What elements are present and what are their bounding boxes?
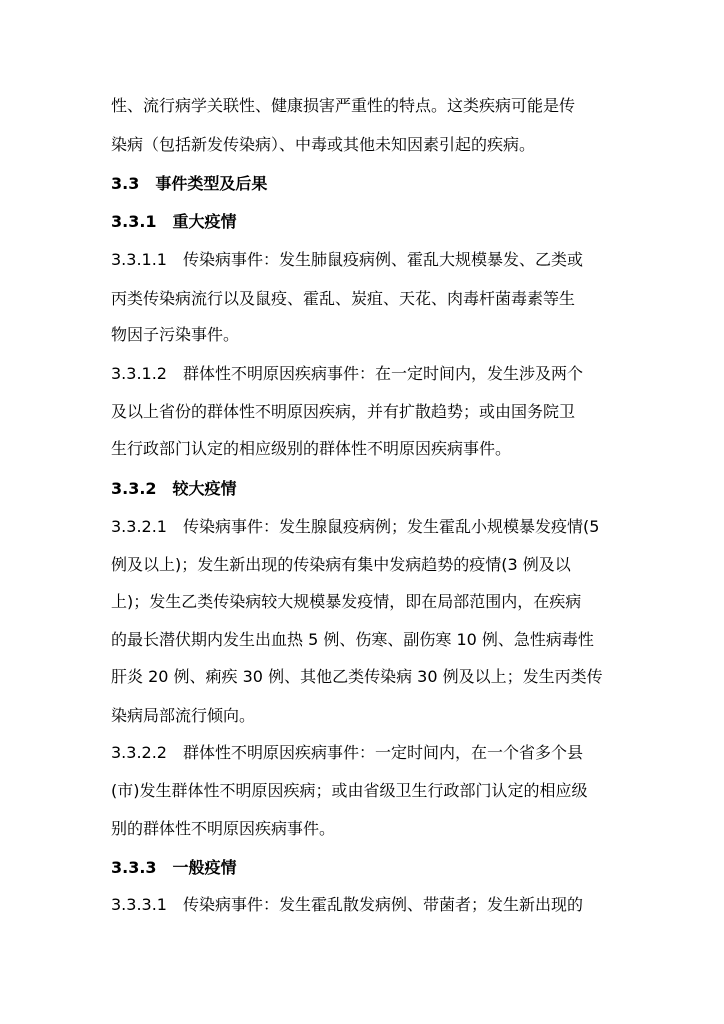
body-text-line: 生行政部门认定的相应级别的群体性不明原因疾病事件。	[111, 439, 512, 458]
body-text-line: 丙类传染病流行以及鼠疫、霍乱、炭疽、天花、肉毒杆菌毒素等生	[111, 289, 576, 308]
body-text-line: 例及以上)；发生新出现的传染病有集中发病趋势的疫情(3 例及以	[111, 555, 571, 574]
body-text-line: 3.3.2.1 传染病事件：发生腺鼠疫病例；发生霍乱小规模暴发疫情(5	[111, 517, 600, 536]
body-text-line: (市)发生群体性不明原因疾病；或由省级卫生行政部门认定的相应级	[111, 781, 588, 800]
body-text-line: 染病（包括新发传染病）、中毒或其他未知因素引起的疾病。	[111, 135, 536, 154]
body-text-line: 3.3.1.1 传染病事件：发生肺鼠疫病例、霍乱大规模暴发、乙类或	[111, 250, 583, 269]
body-text-line: 肝炎 20 例、痢疾 30 例、其他乙类传染病 30 例及以上；发生丙类传	[111, 667, 603, 686]
body-text-line: 上)；发生乙类传染病较大规模暴发疫情，即在局部范围内，在疾病	[111, 592, 582, 611]
section-heading-3-3-2: 3.3.2 较大疫情	[111, 479, 237, 498]
body-text-line: 染病局部流行倾向。	[111, 706, 256, 725]
body-text-line: 3.3.2.2 群体性不明原因疾病事件：一定时间内，在一个省多个县	[111, 743, 583, 762]
body-text-line: 性、流行病学关联性、健康损害严重性的特点。这类疾病可能是传	[111, 96, 576, 115]
section-heading-3-3: 3.3 事件类型及后果	[111, 174, 268, 193]
body-text-line: 别的群体性不明原因疾病事件。	[111, 819, 336, 838]
body-text-line: 及以上省份的群体性不明原因疾病，并有扩散趋势；或由国务院卫	[111, 402, 576, 421]
body-text-line: 3.3.3.1 传染病事件：发生霍乱散发病例、带菌者；发生新出现的	[111, 895, 583, 914]
body-text-line: 的最长潜伏期内发生出血热 5 例、伤寒、副伤寒 10 例、急性病毒性	[111, 630, 594, 649]
body-text-line: 3.3.1.2 群体性不明原因疾病事件：在一定时间内，发生涉及两个	[111, 364, 583, 383]
section-heading-3-3-1: 3.3.1 重大疫情	[111, 212, 237, 231]
body-text-line: 物因子污染事件。	[111, 325, 240, 344]
section-heading-3-3-3: 3.3.3 一般疫情	[111, 858, 237, 877]
